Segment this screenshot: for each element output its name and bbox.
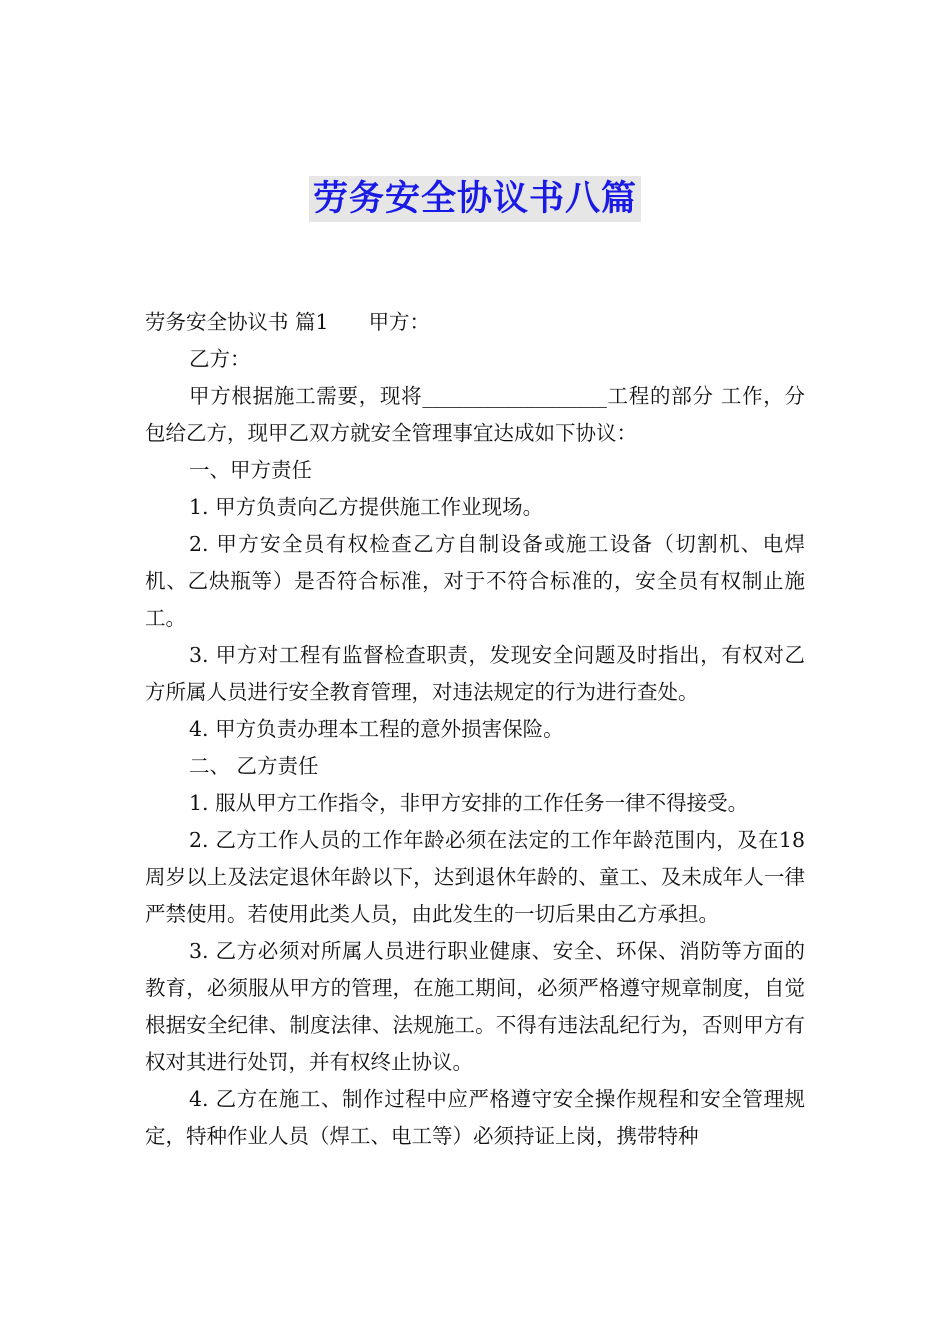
party-a-label: 甲方： (368, 310, 431, 334)
party-a-clause-3: 3. 甲方对工程有监督检查职责，发现安全问题及时指出，有权对乙方所属人员进行安全教育管理，对违法规定的行为进行查处。 (145, 643, 805, 704)
first-line (145, 304, 805, 341)
party-a-clause-2: 2. 甲方安全员有权检查乙方自制设备或施工设备（切割机、电焊机、乙炔瓶等）是否符合标准，对于不符合标准的，安全员有权制止施工。 (145, 532, 805, 630)
party-b-label: 乙方： (189, 347, 251, 371)
document-title: 劳务安全协议书八篇 (309, 176, 641, 222)
party-b-clause-2: 2. 乙方工作人员的工作年龄必须在法定的工作年龄范围内，及在18周岁以上及法定退休年龄以下，达到退休年龄的、童工、及未成年人一律严禁使用。若使用此类人员，由此发生的一切后果由乙方承担。 (145, 828, 805, 926)
article-heading: 劳务安全协议书 篇1 (145, 310, 329, 334)
party-b-clause-3: 3. 乙方必须对所属人员进行职业健康、安全、环保、消防等方面的教育，必须服从甲方的管理，在施工期间，必须严格遵守规章制度，自觉根据安全纪律、制度法律、法规施工。不得有违法乱纪行为，否则甲方有权对其进行处罚，并有权终止协议。 (145, 939, 805, 1074)
title-container (0, 176, 950, 222)
section-heading-party-b: 二、 乙方责任 (189, 754, 319, 778)
party-b-clause-1: 1. 服从甲方工作指令，非甲方安排的工作任务一律不得接受。 (189, 791, 749, 815)
party-b-clause-4: 4. 乙方在施工、制作过程中应严格遵守安全操作规程和安全管理规定，特种作业人员（焊工、电工等）必须持证上岗，携带特种 (145, 1087, 805, 1148)
party-a-clause-1: 1. 甲方负责向乙方提供施工作业现场。 (189, 495, 544, 519)
section-heading-party-a: 一、甲方责任 (189, 458, 312, 482)
party-a-clause-4: 4. 甲方负责办理本工程的意外损害保险。 (189, 717, 564, 741)
document-body (145, 304, 805, 1155)
intro-paragraph: 甲方根据施工需要，现将__________________工程的部分 工作，分包给乙方，现甲乙双方就安全管理事宜达成如下协议： (145, 384, 805, 445)
